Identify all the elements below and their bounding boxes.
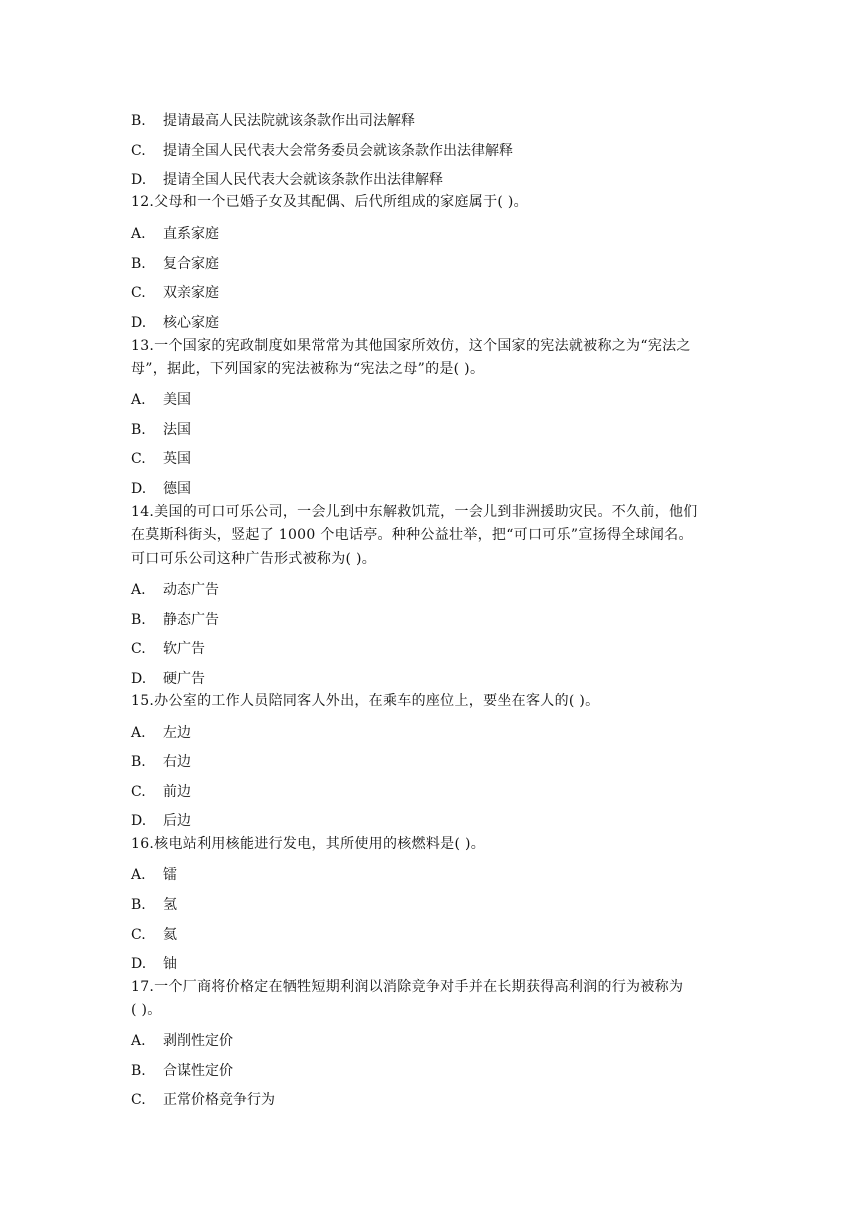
option-letter: B. [131,754,146,770]
question-14-stem-line-2: 在莫斯科街头，竖起了 1000 个电话亭。种种公益壮举，把“可口可乐”宣扬得全球闻名。 [131,527,693,543]
option-letter: C. [131,784,146,800]
option-letter: B. [131,612,146,628]
option-letter: D. [131,813,147,829]
option-text: 核心家庭 [163,315,219,331]
option-text: 英国 [163,451,191,467]
option-text: 正常价格竞争行为 [163,1092,275,1108]
option-text: 德国 [163,481,191,497]
option-text: 双亲家庭 [163,285,219,301]
option-text: 氢 [163,897,177,913]
option-letter: C. [131,927,146,943]
option-text: 前边 [163,784,191,800]
option-text: 氦 [163,927,177,943]
option-letter: A. [131,725,146,741]
option-letter: A. [131,582,146,598]
question-12-stem: 12.父母和一个已婚子女及其配偶、后代所组成的家庭属于( )。 [131,194,528,210]
option-letter: B. [131,1063,146,1079]
option-text: 合谋性定价 [163,1063,233,1079]
question-14-stem-line-1: 14.美国的可口可乐公司，一会儿到中东解救饥荒，一会儿到非洲援助灾民。不久前，他们 [131,504,698,520]
question-15-stem: 15.办公室的工作人员陪同客人外出，在乘车的座位上，要坐在客人的( )。 [131,693,600,709]
option-letter: C. [131,641,146,657]
option-letter: B. [131,422,146,438]
question-17-stem-line-1: 17.一个厂商将价格定在牺牲短期利润以消除竞争对手并在长期获得高利润的行为被称为 [131,979,684,995]
option-text: 后边 [163,813,191,829]
option-letter: D. [131,315,147,331]
option-letter: A. [131,226,146,242]
option-letter: C. [131,1092,146,1108]
option-text: 直系家庭 [163,226,219,242]
question-17-stem-line-2: ( )。 [131,1002,162,1018]
option-letter: C. [131,285,146,301]
option-text: 铀 [163,956,177,972]
option-text: 美国 [163,392,191,408]
question-13-stem-line-1: 13.一个国家的宪政制度如果常常为其他国家所效仿，这个国家的宪法就被称之为“宪法之 [131,338,691,354]
question-16-stem: 16.核电站利用核能进行发电，其所使用的核燃料是( )。 [131,836,486,852]
option-text: 静态广告 [163,612,219,628]
option-text: 复合家庭 [163,256,219,272]
option-letter: D. [131,172,147,188]
option-letter: D. [131,671,147,687]
option-letter: B. [131,897,146,913]
option-text: 左边 [163,725,191,741]
option-text: 提请最高人民法院就该条款作出司法解释 [163,113,415,129]
option-text: 提请全国人民代表大会常务委员会就该条款作出法律解释 [163,143,513,159]
option-text: 右边 [163,754,191,770]
option-text: 法国 [163,422,191,438]
option-letter: D. [131,481,147,497]
option-letter: B. [131,256,146,272]
option-letter: D. [131,956,147,972]
option-letter: C. [131,451,146,467]
option-text: 剥削性定价 [163,1033,233,1049]
question-13-stem-line-2: 母”，据此，下列国家的宪法被称为“宪法之母”的是( )。 [131,361,485,377]
option-text: 软广告 [163,641,205,657]
option-text: 动态广告 [163,582,219,598]
option-text: 镭 [163,867,177,883]
question-14-stem-line-3: 可口可乐公司这种广告形式被称为( )。 [131,551,377,567]
option-letter: A. [131,392,146,408]
option-letter: C. [131,143,146,159]
option-letter: B. [131,113,146,129]
option-text: 提请全国人民代表大会就该条款作出法律解释 [163,172,443,188]
option-text: 硬广告 [163,671,205,687]
option-letter: A. [131,867,146,883]
option-letter: A. [131,1033,146,1049]
